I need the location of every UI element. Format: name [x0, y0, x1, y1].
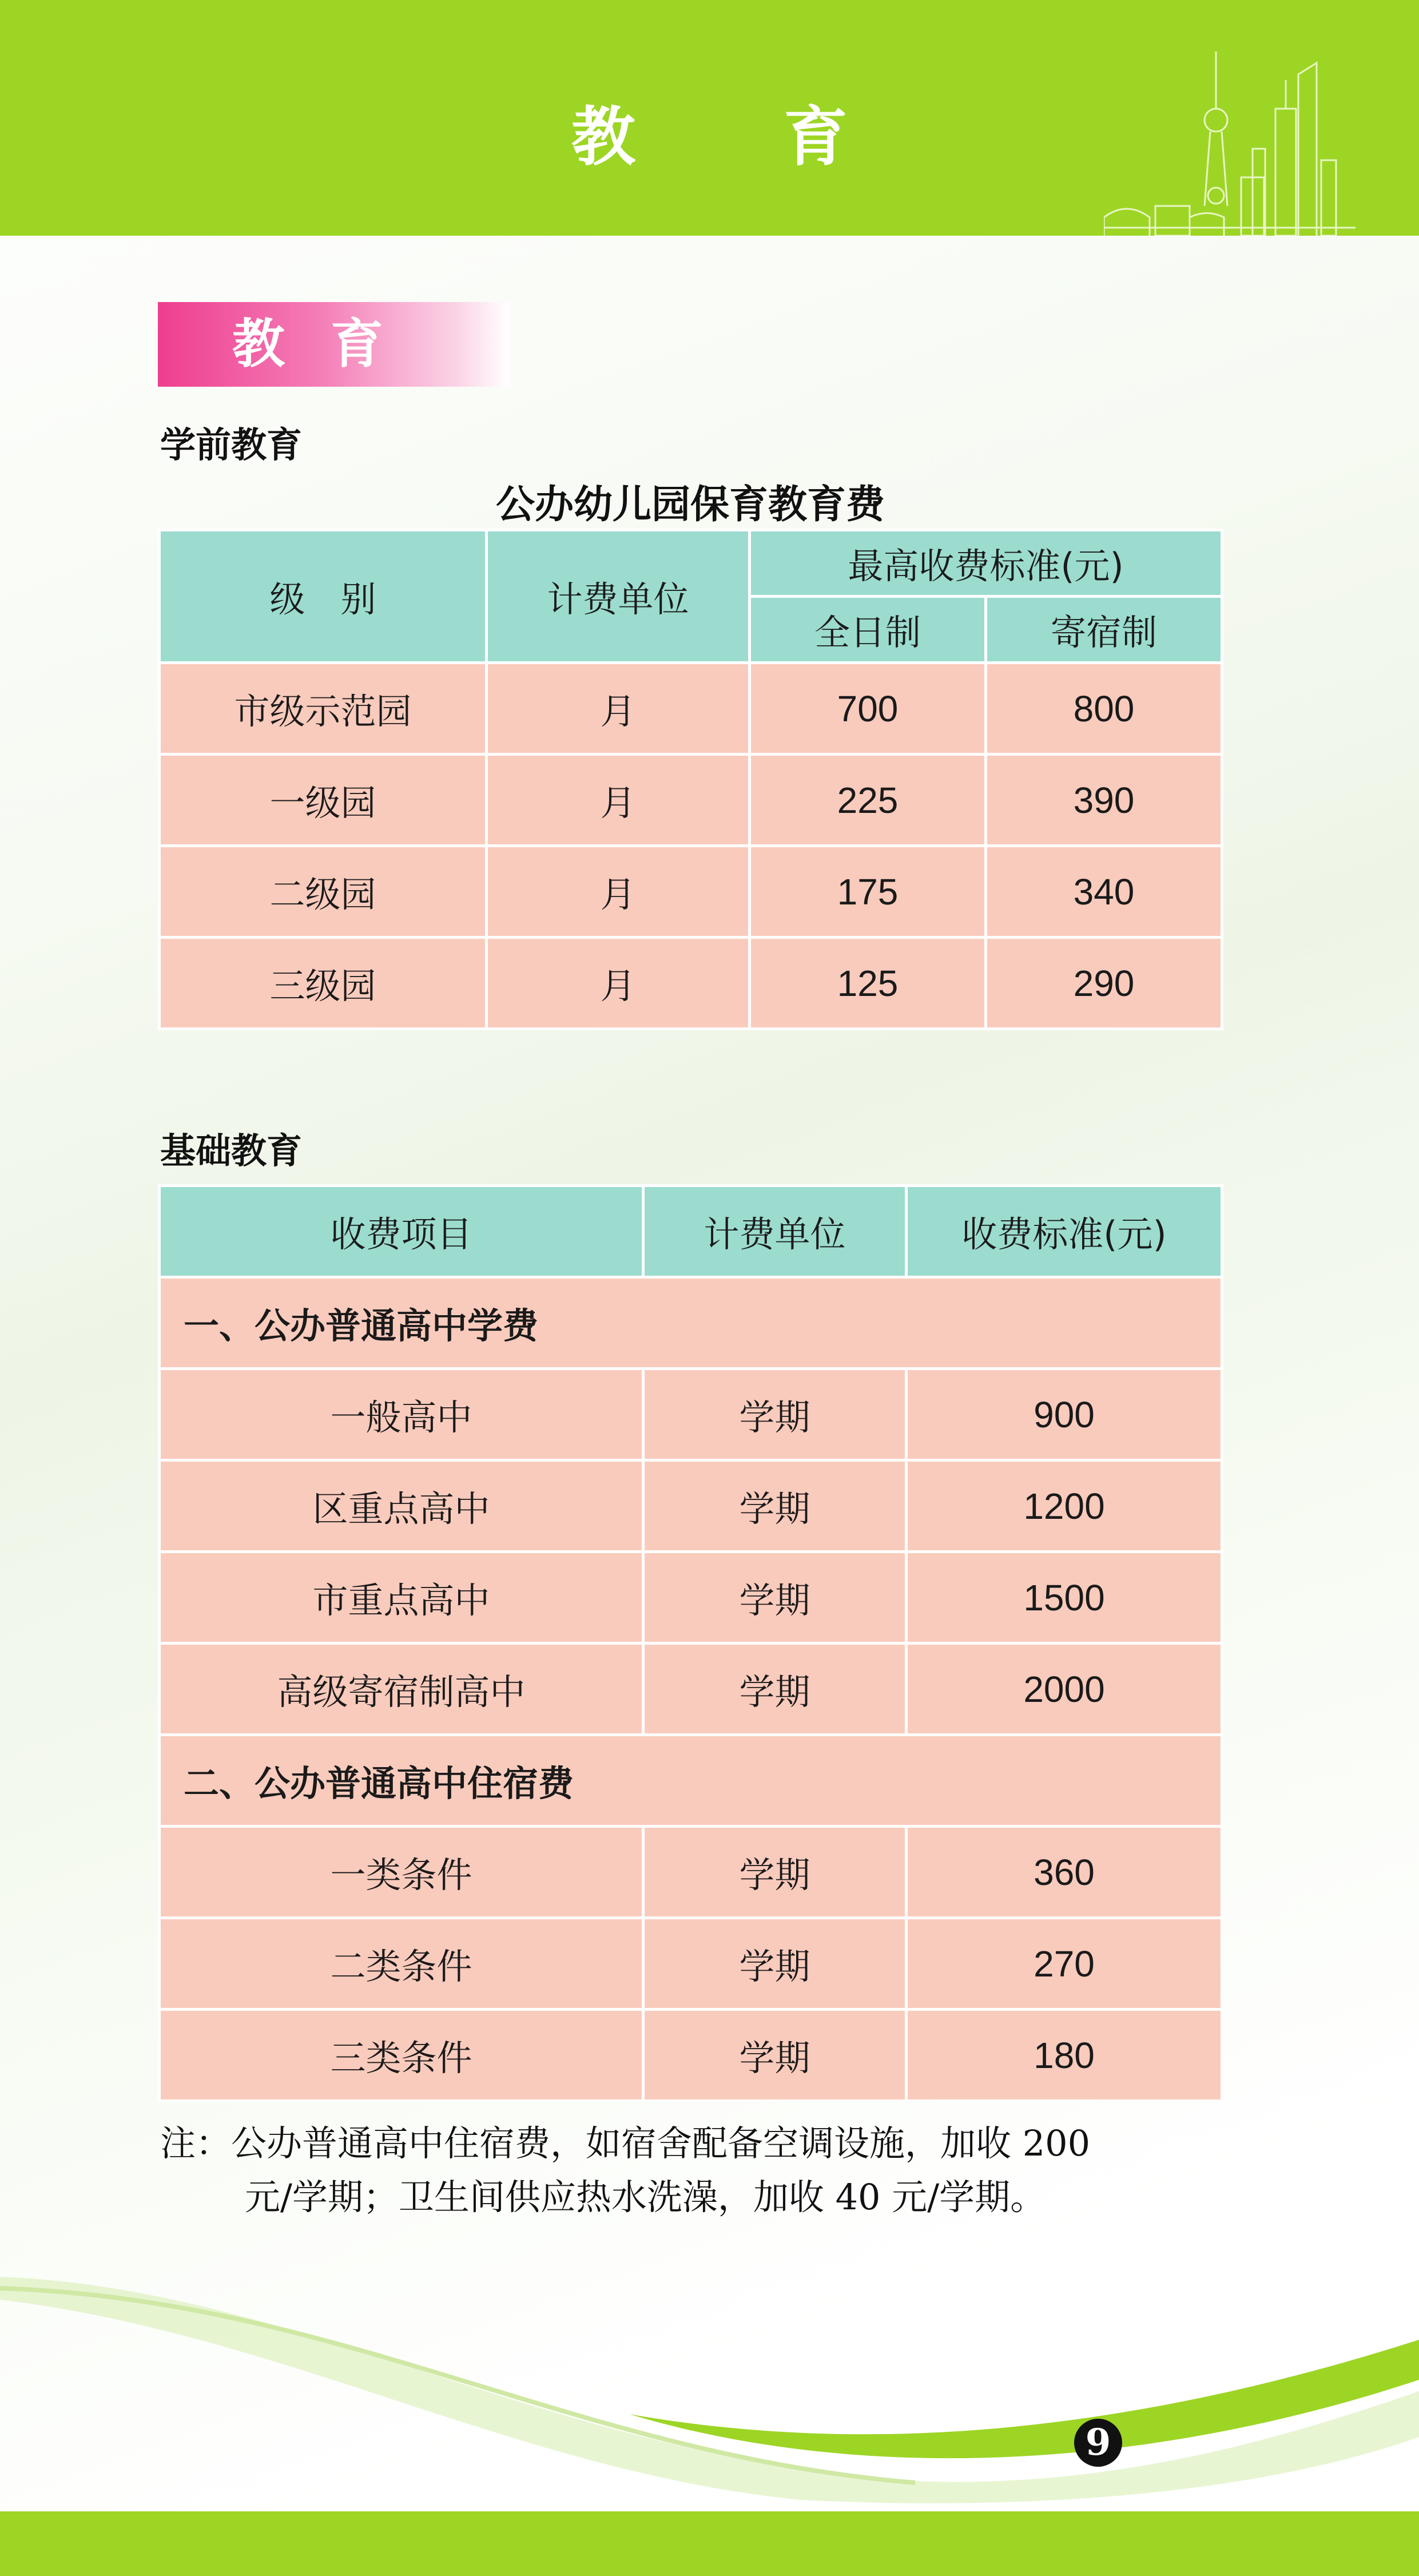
basic-education-heading: 基础教育: [160, 1130, 303, 1172]
table-row: [160, 1369, 1222, 1460]
fee-cell: 1500: [907, 1552, 1222, 1644]
table-row: [160, 1644, 1222, 1735]
fullday-fee-cell: 700: [750, 663, 986, 755]
col-header-unit: 计费单位: [487, 530, 750, 663]
table-row: [160, 938, 1222, 1029]
category-row: [160, 1277, 1222, 1369]
item-cell: 三类条件: [160, 2010, 643, 2101]
table-row: [160, 1827, 1222, 1918]
item-cell: 区重点高中: [160, 1460, 643, 1552]
unit-cell: 学期: [643, 2010, 907, 2101]
item-cell: 市重点高中: [160, 1552, 643, 1644]
fullday-fee-cell: 225: [750, 755, 986, 846]
unit-cell: 学期: [643, 1552, 907, 1644]
unit-cell: 学期: [643, 1918, 907, 2010]
table-row: [160, 663, 1222, 755]
col-header-max-fee: 最高收费标准(元): [750, 530, 1222, 597]
decorative-swoosh-icon: [0, 2265, 1419, 2511]
boarding-fee-cell: 390: [986, 755, 1222, 846]
unit-cell: 月: [487, 755, 750, 846]
table-row: [160, 1460, 1222, 1552]
footnote-line-1: 注：公办普通高中住宿费，如宿舍配备空调设施，加收 200: [160, 2122, 1091, 2164]
preschool-fee-table: [158, 529, 1223, 1030]
unit-cell: 月: [487, 846, 750, 938]
table-row: [160, 755, 1222, 846]
section-badge: 教育: [158, 302, 509, 387]
category-tuition: 一、公办普通高中学费: [160, 1277, 1222, 1369]
boarding-fee-cell: 340: [986, 846, 1222, 938]
unit-cell: 学期: [643, 1644, 907, 1735]
col-header-standard: 收费标准(元): [907, 1186, 1222, 1277]
unit-cell: 学期: [643, 1369, 907, 1460]
unit-cell: 月: [487, 938, 750, 1029]
category-row: [160, 1735, 1222, 1827]
col-header-item: 收费项目: [160, 1186, 643, 1277]
col-header-fullday: 全日制: [750, 597, 986, 663]
boarding-fee-cell: 800: [986, 663, 1222, 755]
item-cell: 一般高中: [160, 1369, 643, 1460]
basic-education-fee-table: [158, 1184, 1223, 2102]
header-title: 教 育: [571, 100, 911, 174]
item-cell: 高级寄宿制高中: [160, 1644, 643, 1735]
item-cell: 二类条件: [160, 1918, 643, 2010]
level-cell: 一级园: [160, 755, 487, 846]
table-row: [160, 1552, 1222, 1644]
footer-bar: [0, 2511, 1419, 2576]
fee-cell: 2000: [907, 1644, 1222, 1735]
level-cell: 市级示范园: [160, 663, 487, 755]
footnote: [160, 2117, 1230, 2224]
fee-cell: 360: [907, 1827, 1222, 1918]
item-cell: 一类条件: [160, 1827, 643, 1918]
unit-cell: 学期: [643, 1460, 907, 1552]
page-header: [0, 0, 1419, 236]
preschool-table-title: 公办幼儿园保育教育费: [495, 482, 885, 527]
page-number: 9: [1074, 2419, 1122, 2467]
footnote-line-2: 元/学期；卫生间供应热水洗澡，加收 40 元/学期。: [245, 2176, 1046, 2218]
city-skyline-icon: [1104, 46, 1356, 236]
level-cell: 三级园: [160, 938, 487, 1029]
fee-cell: 900: [907, 1369, 1222, 1460]
fee-cell: 270: [907, 1918, 1222, 2010]
table-row: [160, 846, 1222, 938]
preschool-heading: 学前教育: [160, 424, 303, 466]
col-header-boarding: 寄宿制: [986, 597, 1222, 663]
fee-cell: 180: [907, 2010, 1222, 2101]
category-lodging: 二、公办普通高中住宿费: [160, 1735, 1222, 1827]
table-row: [160, 1918, 1222, 2010]
level-cell: 二级园: [160, 846, 487, 938]
col-header-unit: 计费单位: [643, 1186, 907, 1277]
unit-cell: 学期: [643, 1827, 907, 1918]
fullday-fee-cell: 175: [750, 846, 986, 938]
table-row: [160, 2010, 1222, 2101]
col-header-level: 级 别: [160, 530, 487, 663]
fee-cell: 1200: [907, 1460, 1222, 1552]
fullday-fee-cell: 125: [750, 938, 986, 1029]
boarding-fee-cell: 290: [986, 938, 1222, 1029]
unit-cell: 月: [487, 663, 750, 755]
